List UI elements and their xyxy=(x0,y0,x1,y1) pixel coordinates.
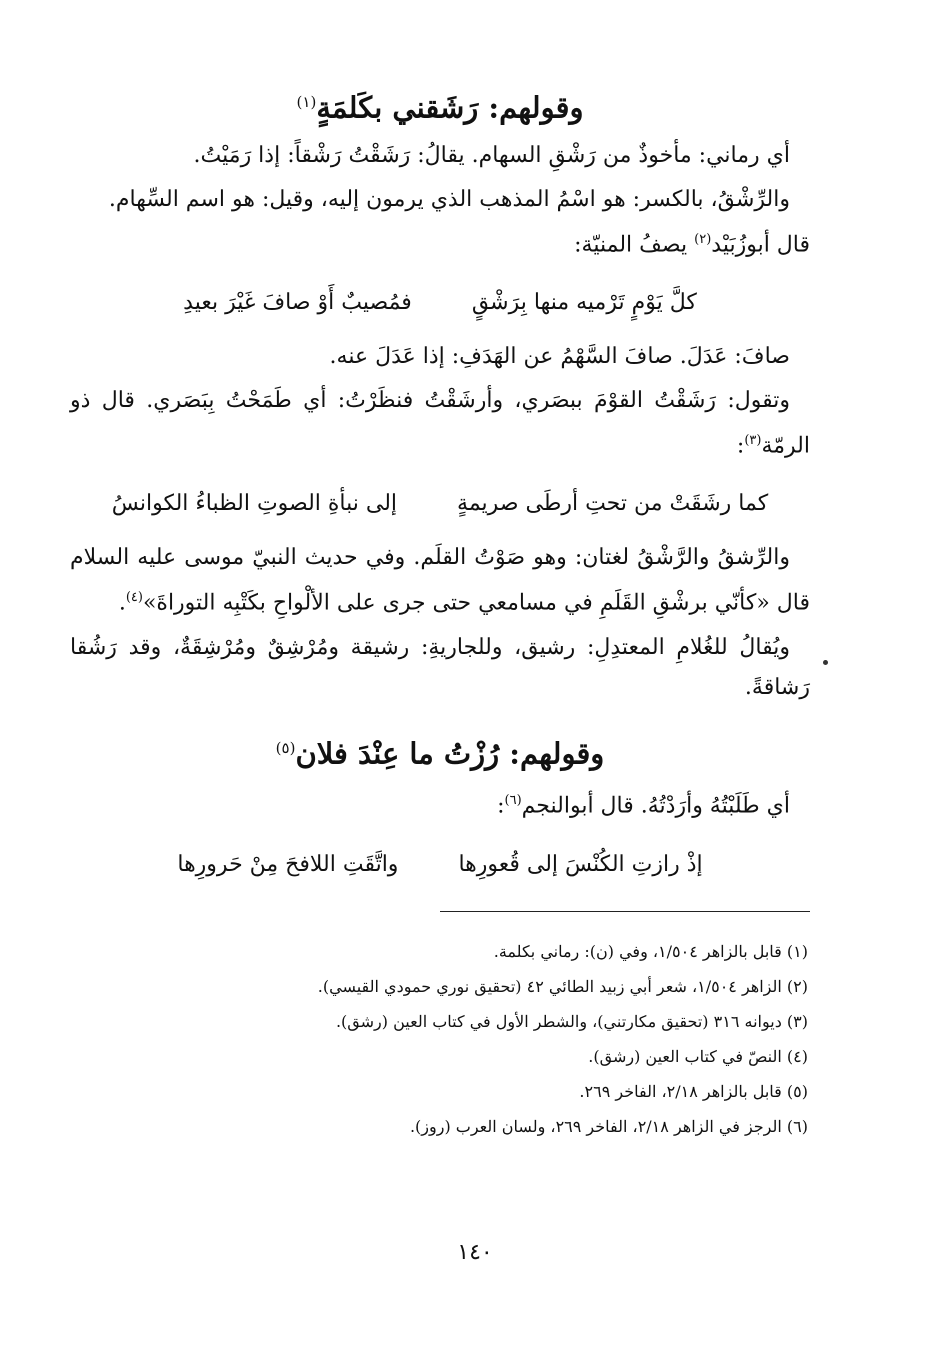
paragraph-text: قال أبوزُبَيْد xyxy=(711,231,810,257)
paragraph-4 xyxy=(70,381,810,466)
section-heading-rozto xyxy=(70,726,810,776)
verse-first-hemistich: كلَّ يَوْمٍ تَرْميه منها بِرَشْقٍ xyxy=(471,289,697,315)
verse-first-hemistich: إذْ رازتِ الكُنْسَ إلى قُعورِها xyxy=(458,851,703,877)
footnote-ref: (٤) xyxy=(125,590,143,606)
footnote-5: (٥) قابل بالزاهر ٢/١٨، الفاخر ٢٦٩. xyxy=(579,1081,808,1101)
footnote-2: (٢) الزاهر ١/٥٠٤، شعر أبي زبيد الطائي ٤٢ (تحقيق نوري حمودي القيسي). xyxy=(317,976,808,996)
verse-second-hemistich: إلى نبأةِ الصوتِ الظباءُ الكوانسُ xyxy=(111,491,398,517)
paragraph-text: وتقول: رَشَقْتُ القوْمَ ببصَري، وأرشَقْتُ فنظَرْتُ: أي طَمَحْتُ بِبَصَري. قال ذو الرمّة xyxy=(70,387,810,459)
page-number: ١٤٠ xyxy=(457,1240,493,1265)
verse-1 xyxy=(70,283,810,323)
heading-text: وقولهم: رُزْتُ ما عِنْدَ فلان xyxy=(295,736,605,771)
paragraph-1: أي رماني: مأخوذٌ من رَشْقِ السهام. يقالُ: رَشَقْتُ رَشْقاً: إذا رَمَيْتُ. xyxy=(193,142,790,168)
paragraph-text: والرِّشْقُ، بالكسر: هو اسْمُ المذهب الذي يرمون إليه، وقيل: هو اسم السِّهام. xyxy=(108,186,790,212)
footnote-4: (٤) النصّ في كتاب العين (رشق). xyxy=(588,1046,808,1066)
footnote-ref: (٦) xyxy=(504,793,522,809)
footnote-ref: (١) xyxy=(296,93,317,111)
page-body xyxy=(70,80,810,1144)
footnote-1: (١) قابل بالزاهر ١/٥٠٤، وفي (ن): رماني بكلمة. xyxy=(493,941,808,961)
footnote-ref: (٢) xyxy=(694,231,712,247)
paragraph-text: : xyxy=(497,793,505,819)
verse-2 xyxy=(70,484,810,524)
heading-text: وقولهم: رَشَقني بكَلمَةٍ xyxy=(316,90,584,125)
paragraph-text: : xyxy=(736,433,745,459)
verse-first-hemistich: كما رشَقَتْ من تحتِ أرطَى صريمةٍ xyxy=(457,491,769,517)
paragraph-7 xyxy=(70,781,810,826)
paragraph-text: . xyxy=(118,590,126,616)
paragraph-5 xyxy=(70,538,810,623)
paragraph-6: ويُقالُ للغُلامِ المعتدِلِ: رشيق، وللجاريةِ: رشيقة ومُرْشِقٌ ومُرْشِقَةٌ، وقد رَشُقا رَشاقةً. xyxy=(70,634,810,700)
paragraph-text: يصفُ المنيّة: xyxy=(574,231,695,257)
verse-3 xyxy=(70,845,810,885)
footnote-ref: (٥) xyxy=(275,738,296,757)
paragraph-2 xyxy=(70,180,810,265)
verse-second-hemistich: فمُصيبٌ أَوْ صافَ غَيْرَ بعيدِ xyxy=(183,289,412,315)
footnote-ref: (٣) xyxy=(744,432,762,448)
verse-second-hemistich: واتَّقَتِ اللافحَ مِنْ حَرورِها xyxy=(177,851,399,877)
paragraph-text: والرِّشقُ والرَّشْقُ لغتان: وهو صَوْتُ القلَم. وفي حديث النبيّ موسى عليه السلام قال «كأنّي برشْقِ القَلَمِ في مسامعي حتى جرى على الألْواحِ بكَتْبِه التوراةَ» xyxy=(70,545,810,616)
paragraph-text: أي طَلَبْتُهُ وأرَدْتُهُ. قال أبوالنجم xyxy=(521,793,790,819)
footnote-3: (٣) ديوانه ٣١٦ (تحقيق مكارتني)، والشطر الأول في كتاب العين (رشق). xyxy=(335,1011,808,1031)
footnotes xyxy=(70,934,810,1144)
margin-mark xyxy=(823,660,828,665)
section-heading-rashaqani xyxy=(70,80,810,130)
footnote-6: (٦) الرجز في الزاهر ٢/١٨، الفاخر ٢٦٩، ولسان العرب (روز). xyxy=(409,1116,808,1136)
paragraph-3: صافَ: عَدَلَ. صافَ السَّهْمُ عن الهَدَفِ: إذا عَدَلَ عنه. xyxy=(329,343,790,369)
footnote-divider xyxy=(440,911,810,912)
